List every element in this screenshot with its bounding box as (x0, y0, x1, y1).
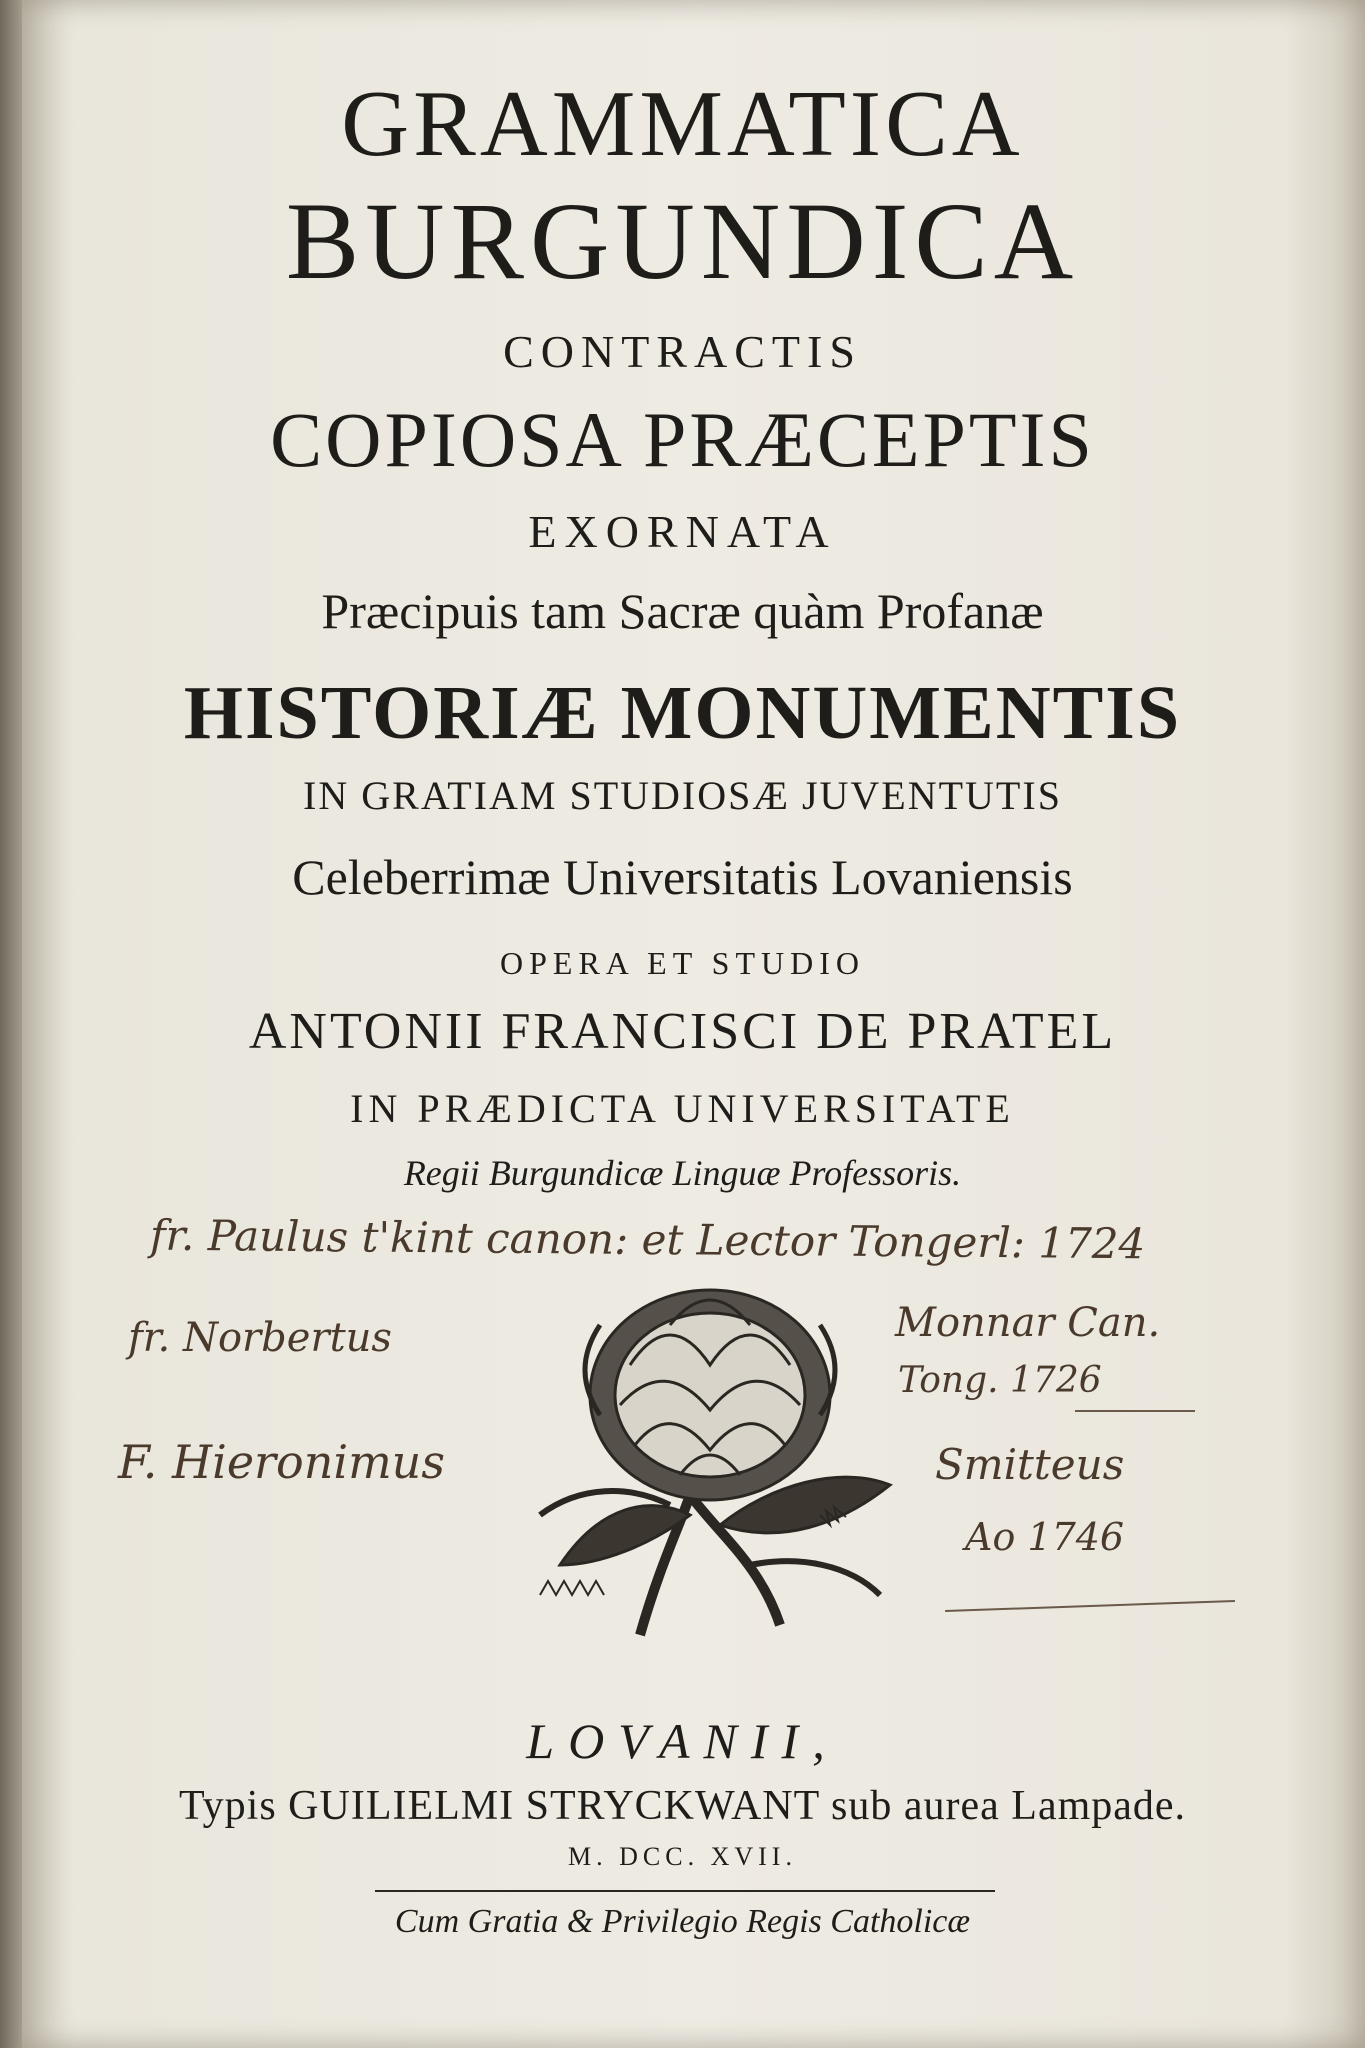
title-line-celeberrimae: Celeberrimæ Universitatis Lovaniensis (292, 849, 1073, 905)
divider-rule (375, 1890, 995, 1892)
title-line-praecipuis: Præcipuis tam Sacræ quàm Profanæ (321, 583, 1044, 639)
imprint-year: M. DCC. XVII. (568, 1842, 797, 1871)
author-line-universitate: IN PRÆDICTA UNIVERSITATE (350, 1086, 1015, 1131)
flower-woodcut-icon (520, 1265, 910, 1645)
inscription-tong-date: Tong. 1726 (898, 1360, 1102, 1401)
imprint-city: LOVANII, (526, 1713, 839, 1769)
inscription-norbertus: fr. Norbertus (128, 1315, 392, 1361)
inscription-smitteus: Smitteus (935, 1440, 1125, 1489)
inscription-monnar: Monnar Can. (895, 1300, 1161, 1346)
inscription-year: Ao 1746 (965, 1515, 1125, 1559)
author-name: ANTONII FRANCISCI DE PRATEL (248, 1003, 1117, 1060)
inscription-paulus: fr. Paulus t'kint canon: et Lector Tongerl: 1724 (149, 1210, 1146, 1269)
title-line-historiae: HISTORIÆ MONUMENTIS (183, 671, 1182, 755)
author-title: Regii Burgundicæ Linguæ Professoris. (403, 1153, 962, 1193)
title-line-copiosa: COPIOSA PRÆCEPTIS (270, 396, 1095, 483)
inscription-hieronimus: F. Hieronimus (118, 1435, 445, 1489)
title-line-grammatica: GRAMMATICA (341, 72, 1024, 176)
title-line-in-gratiam: IN GRATIAM STUDIOSÆ JUVENTUTIS (303, 773, 1062, 818)
author-line-opera: OPERA ET STUDIO (500, 945, 865, 981)
inscription-underline (1075, 1410, 1195, 1412)
title-line-burgundica: BURGUNDICA (285, 180, 1080, 302)
imprint-printer: Typis GUILIELMI STRYCKWANT sub aurea Lampade. (178, 1783, 1187, 1829)
title-line-exornata: EXORNATA (528, 506, 837, 557)
imprint-privilege: Cum Gratia & Privilegio Regis Catholicæ (394, 1903, 971, 1940)
title-line-contractis: CONTRACTIS (503, 326, 862, 377)
